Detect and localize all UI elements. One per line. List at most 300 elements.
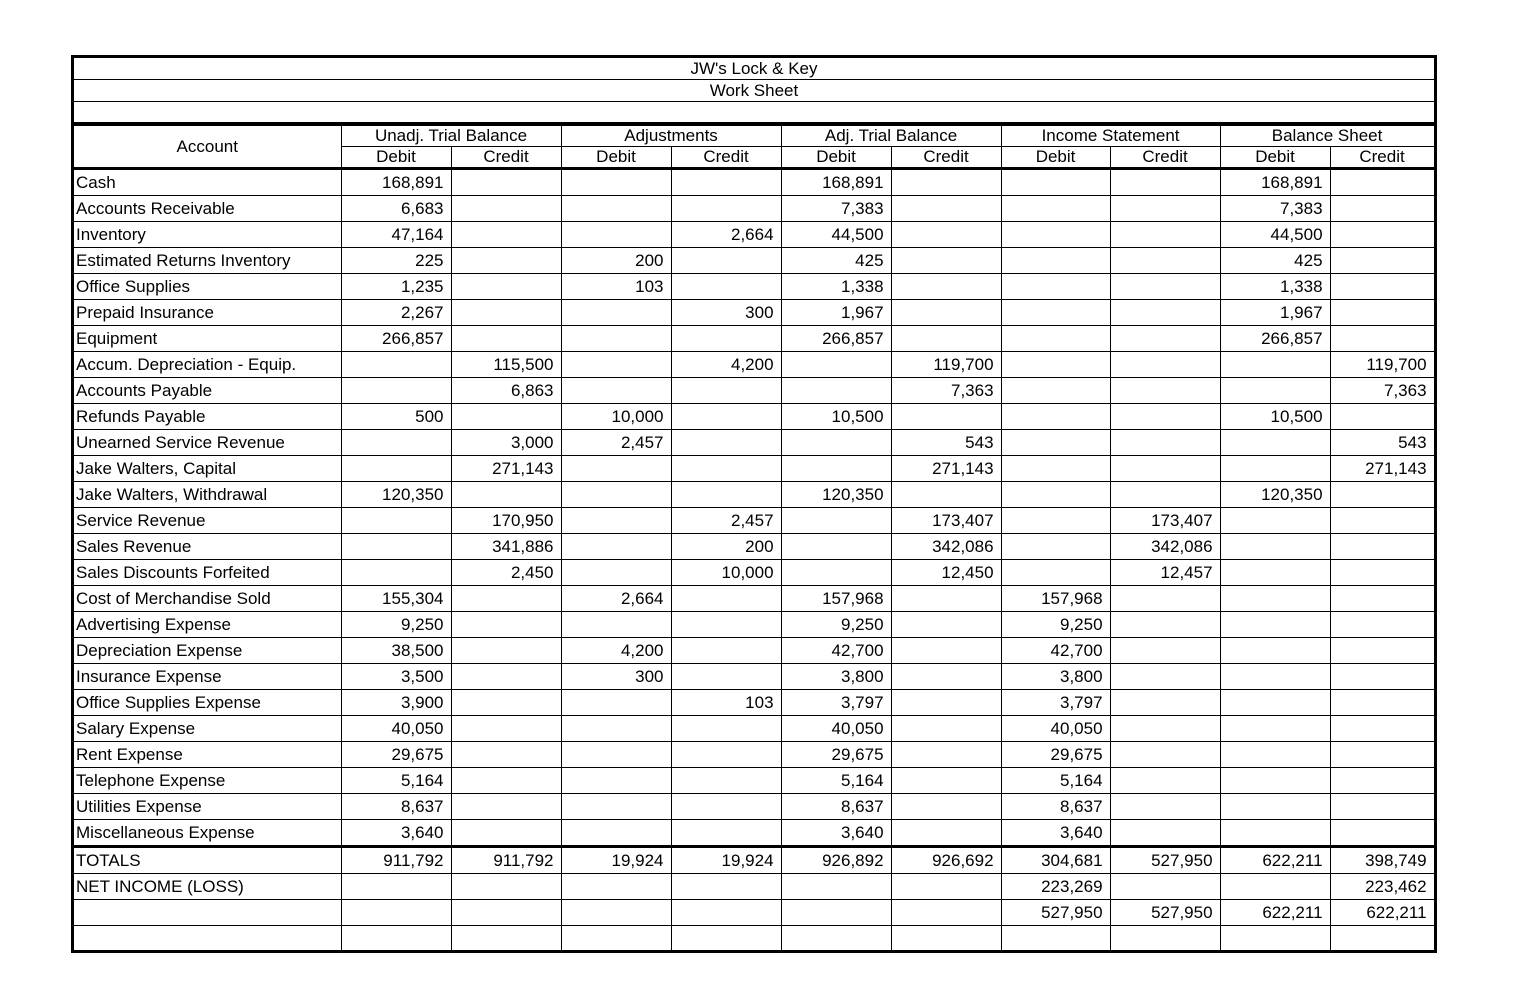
cell-adjtb-credit: 342,086 [891, 534, 1001, 560]
cell-bs-credit: 622,211 [1330, 900, 1434, 926]
cell-adj-debit [561, 612, 671, 638]
cell-adjtb-credit [891, 326, 1001, 352]
cell-unadj-debit [341, 378, 451, 404]
cell-adj-credit [671, 326, 781, 352]
cell-adj-credit [671, 586, 781, 612]
cell-adj-credit [671, 456, 781, 482]
cell-adjtb-debit: 1,338 [781, 274, 891, 300]
cell-adjtb-credit [891, 926, 1001, 952]
cell-adj-credit [671, 742, 781, 768]
cell-adj-credit [671, 378, 781, 404]
cell-adjtb-debit: 266,857 [781, 326, 891, 352]
cell-unadj-credit [451, 716, 561, 742]
cell-bs-credit [1330, 300, 1434, 326]
cell-adj-debit: 2,457 [561, 430, 671, 456]
cell-adjtb-debit: 29,675 [781, 742, 891, 768]
cell-adj-credit: 19,924 [671, 847, 781, 874]
cell-adjtb-debit: 5,164 [781, 768, 891, 794]
cell-is-debit: 3,797 [1001, 690, 1110, 716]
cell-adjtb-debit: 157,968 [781, 586, 891, 612]
cell-unadj-credit [451, 664, 561, 690]
account-name: Office Supplies [74, 274, 341, 300]
cell-adj-credit [671, 274, 781, 300]
cell-adjtb-credit [891, 248, 1001, 274]
cell-bs-credit [1330, 560, 1434, 586]
cell-bs-debit [1220, 690, 1330, 716]
cell-unadj-debit: 3,640 [341, 820, 451, 847]
cell-adj-debit [561, 169, 671, 196]
cell-unadj-debit: 2,267 [341, 300, 451, 326]
account-name: Jake Walters, Capital [74, 456, 341, 482]
cell-adj-debit: 103 [561, 274, 671, 300]
account-row [74, 430, 1434, 456]
cell-unadj-debit [341, 456, 451, 482]
cell-adjtb-debit [781, 430, 891, 456]
cell-unadj-debit [341, 874, 451, 900]
cell-bs-credit [1330, 926, 1434, 952]
cell-is-debit: 42,700 [1001, 638, 1110, 664]
cell-unadj-credit [451, 248, 561, 274]
cell-bs-credit [1330, 612, 1434, 638]
cell-is-debit: 527,950 [1001, 900, 1110, 926]
cell-unadj-credit [451, 742, 561, 768]
account-row [74, 378, 1434, 404]
cell-adj-credit [671, 404, 781, 430]
cell-unadj-debit: 168,891 [341, 169, 451, 196]
adjusted-trial-balance-debit-header: Debit [781, 147, 891, 169]
cell-unadj-credit [451, 638, 561, 664]
account-row [74, 664, 1434, 690]
cell-bs-credit [1330, 169, 1434, 196]
account-name: Estimated Returns Inventory [74, 248, 341, 274]
cell-unadj-credit: 2,450 [451, 560, 561, 586]
cell-is-credit [1110, 378, 1220, 404]
cell-bs-debit: 44,500 [1220, 222, 1330, 248]
cell-bs-credit [1330, 326, 1434, 352]
cell-adjtb-debit: 42,700 [781, 638, 891, 664]
cell-adjtb-debit: 120,350 [781, 482, 891, 508]
cell-adjtb-debit: 7,383 [781, 196, 891, 222]
cell-adjtb-debit: 168,891 [781, 169, 891, 196]
cell-is-credit [1110, 820, 1220, 847]
cell-adj-debit [561, 794, 671, 820]
cell-adjtb-credit: 12,450 [891, 560, 1001, 586]
cell-unadj-debit: 5,164 [341, 768, 451, 794]
account-name: Advertising Expense [74, 612, 341, 638]
income-statement-debit-header: Debit [1001, 147, 1110, 169]
cell-unadj-credit [451, 274, 561, 300]
cell-bs-credit [1330, 742, 1434, 768]
account-name: Accum. Depreciation - Equip. [74, 352, 341, 378]
income-statement-credit-header: Credit [1110, 147, 1220, 169]
cell-is-credit [1110, 430, 1220, 456]
cell-adjtb-debit: 3,800 [781, 664, 891, 690]
account-header: Account [74, 126, 341, 169]
cell-is-credit: 527,950 [1110, 847, 1220, 874]
cell-is-debit [1001, 352, 1110, 378]
cell-unadj-debit: 155,304 [341, 586, 451, 612]
cell-is-debit [1001, 326, 1110, 352]
account-name: Accounts Payable [74, 378, 341, 404]
cell-unadj-debit: 29,675 [341, 742, 451, 768]
cell-bs-debit [1220, 378, 1330, 404]
cell-is-credit [1110, 169, 1220, 196]
worksheet [71, 55, 1437, 953]
cell-adj-debit [561, 352, 671, 378]
cell-adjtb-debit: 3,797 [781, 690, 891, 716]
cell-adj-credit: 300 [671, 300, 781, 326]
cell-is-credit [1110, 768, 1220, 794]
cell-adjtb-credit [891, 196, 1001, 222]
cell-unadj-credit [451, 690, 561, 716]
cell-adj-debit [561, 874, 671, 900]
cell-is-debit: 304,681 [1001, 847, 1110, 874]
cell-unadj-debit: 9,250 [341, 612, 451, 638]
cell-is-credit [1110, 352, 1220, 378]
cell-bs-credit: 398,749 [1330, 847, 1434, 874]
cell-bs-credit [1330, 222, 1434, 248]
cell-adj-debit: 10,000 [561, 404, 671, 430]
cell-adj-credit: 2,457 [671, 508, 781, 534]
cell-unadj-credit [451, 300, 561, 326]
cell-adj-debit [561, 560, 671, 586]
totals-row [74, 847, 1434, 874]
group-balance-sheet: Balance Sheet [1220, 126, 1434, 147]
cell-adjtb-credit [891, 768, 1001, 794]
account-name: Depreciation Expense [74, 638, 341, 664]
cell-is-credit [1110, 874, 1220, 900]
worksheet-subtitle: Work Sheet [709, 81, 799, 100]
cell-bs-credit [1330, 794, 1434, 820]
group-unadjusted-trial-balance: Unadj. Trial Balance [341, 126, 561, 147]
cell-is-debit: 157,968 [1001, 586, 1110, 612]
cell-adj-credit [671, 612, 781, 638]
title-divider [74, 79, 1434, 80]
cell-adj-debit [561, 508, 671, 534]
cell-is-credit [1110, 664, 1220, 690]
final-totals-row [74, 900, 1434, 926]
cell-adjtb-debit [781, 378, 891, 404]
cell-bs-debit [1220, 638, 1330, 664]
cell-adjtb-debit: 10,500 [781, 404, 891, 430]
cell-unadj-debit: 3,900 [341, 690, 451, 716]
cell-adjtb-credit [891, 716, 1001, 742]
cell-adj-debit [561, 378, 671, 404]
account-name: Refunds Payable [74, 404, 341, 430]
account-name [74, 926, 341, 952]
cell-unadj-debit [341, 926, 451, 952]
cell-bs-credit [1330, 482, 1434, 508]
cell-adjtb-credit [891, 874, 1001, 900]
cell-adj-credit [671, 768, 781, 794]
cell-unadj-credit [451, 586, 561, 612]
cell-adjtb-credit: 7,363 [891, 378, 1001, 404]
cell-bs-debit [1220, 742, 1330, 768]
account-name: Accounts Receivable [74, 196, 341, 222]
cell-unadj-credit [451, 768, 561, 794]
cell-unadj-debit: 8,637 [341, 794, 451, 820]
account-row [74, 508, 1434, 534]
cell-is-debit [1001, 222, 1110, 248]
cell-adj-debit [561, 768, 671, 794]
cell-is-credit: 12,457 [1110, 560, 1220, 586]
cell-is-debit: 29,675 [1001, 742, 1110, 768]
cell-unadj-credit: 115,500 [451, 352, 561, 378]
cell-bs-credit [1330, 274, 1434, 300]
account-name: Inventory [74, 222, 341, 248]
cell-bs-debit [1220, 352, 1330, 378]
cell-adj-debit [561, 456, 671, 482]
cell-adjtb-credit [891, 482, 1001, 508]
account-row [74, 768, 1434, 794]
cell-adj-credit: 103 [671, 690, 781, 716]
cell-adjtb-credit [891, 169, 1001, 196]
cell-bs-debit: 1,967 [1220, 300, 1330, 326]
cell-bs-debit: 168,891 [1220, 169, 1330, 196]
cell-is-credit [1110, 248, 1220, 274]
account-row [74, 820, 1434, 847]
company-title: JW's Lock & Key [690, 59, 818, 78]
balance-sheet-credit-header: Credit [1330, 147, 1434, 169]
account-name: Sales Revenue [74, 534, 341, 560]
account-row [74, 404, 1434, 430]
cell-bs-debit: 7,383 [1220, 196, 1330, 222]
cell-unadj-credit [451, 874, 561, 900]
account-name: Sales Discounts Forfeited [74, 560, 341, 586]
cell-is-debit [1001, 378, 1110, 404]
cell-is-credit [1110, 326, 1220, 352]
cell-is-credit [1110, 404, 1220, 430]
cell-adjtb-debit: 9,250 [781, 612, 891, 638]
cell-is-credit: 342,086 [1110, 534, 1220, 560]
cell-bs-credit [1330, 508, 1434, 534]
cell-adjtb-debit [781, 560, 891, 586]
cell-is-debit [1001, 404, 1110, 430]
cell-is-credit [1110, 926, 1220, 952]
account-row [74, 560, 1434, 586]
cell-unadj-credit: 3,000 [451, 430, 561, 456]
cell-bs-debit [1220, 612, 1330, 638]
cell-adjtb-debit [781, 456, 891, 482]
cell-unadj-credit [451, 900, 561, 926]
account-name: Cost of Merchandise Sold [74, 586, 341, 612]
cell-adjtb-credit [891, 900, 1001, 926]
cell-adj-credit [671, 169, 781, 196]
cell-bs-credit [1330, 820, 1434, 847]
cell-bs-debit [1220, 534, 1330, 560]
cell-adj-credit [671, 638, 781, 664]
cell-adj-credit [671, 820, 781, 847]
cell-adjtb-debit [781, 534, 891, 560]
cell-unadj-credit [451, 169, 561, 196]
column-group-header [74, 126, 1434, 147]
cell-is-credit [1110, 638, 1220, 664]
cell-bs-credit: 223,462 [1330, 874, 1434, 900]
cell-adj-credit [671, 900, 781, 926]
group-adjustments: Adjustments [561, 126, 781, 147]
cell-is-credit: 527,950 [1110, 900, 1220, 926]
cell-bs-debit [1220, 768, 1330, 794]
subtitle-divider [74, 101, 1434, 102]
cell-adjtb-credit [891, 404, 1001, 430]
worksheet-table [74, 125, 1435, 951]
cell-is-debit [1001, 482, 1110, 508]
cell-is-credit [1110, 742, 1220, 768]
cell-adj-debit [561, 196, 671, 222]
cell-bs-credit [1330, 638, 1434, 664]
cell-adj-credit [671, 196, 781, 222]
cell-adjtb-credit [891, 300, 1001, 326]
cell-adjtb-credit [891, 274, 1001, 300]
account-name: Unearned Service Revenue [74, 430, 341, 456]
cell-adj-debit [561, 820, 671, 847]
adjustments-debit-header: Debit [561, 147, 671, 169]
cell-unadj-debit: 120,350 [341, 482, 451, 508]
cell-unadj-debit: 911,792 [341, 847, 451, 874]
cell-bs-debit [1220, 874, 1330, 900]
cell-bs-credit: 119,700 [1330, 352, 1434, 378]
cell-bs-debit [1220, 820, 1330, 847]
cell-bs-credit [1330, 534, 1434, 560]
cell-is-debit [1001, 534, 1110, 560]
cell-bs-credit: 7,363 [1330, 378, 1434, 404]
cell-unadj-debit [341, 560, 451, 586]
account-name: Miscellaneous Expense [74, 820, 341, 847]
cell-adjtb-credit [891, 664, 1001, 690]
cell-bs-debit: 10,500 [1220, 404, 1330, 430]
account-row [74, 716, 1434, 742]
account-row [74, 638, 1434, 664]
cell-unadj-credit [451, 404, 561, 430]
cell-bs-debit [1220, 456, 1330, 482]
cell-bs-credit [1330, 248, 1434, 274]
cell-adj-debit [561, 716, 671, 742]
cell-bs-credit [1330, 404, 1434, 430]
cell-is-credit [1110, 612, 1220, 638]
cell-adjtb-credit: 543 [891, 430, 1001, 456]
cell-unadj-debit: 47,164 [341, 222, 451, 248]
cell-is-debit [1001, 456, 1110, 482]
account-row [74, 456, 1434, 482]
cell-is-debit: 40,050 [1001, 716, 1110, 742]
account-name: Salary Expense [74, 716, 341, 742]
cell-is-credit [1110, 274, 1220, 300]
cell-unadj-credit: 170,950 [451, 508, 561, 534]
cell-adjtb-credit: 119,700 [891, 352, 1001, 378]
cell-adj-credit: 4,200 [671, 352, 781, 378]
cell-is-debit [1001, 926, 1110, 952]
cell-bs-debit: 266,857 [1220, 326, 1330, 352]
cell-is-credit [1110, 482, 1220, 508]
cell-adjtb-debit [781, 926, 891, 952]
cell-unadj-debit [341, 430, 451, 456]
cell-adjtb-debit: 40,050 [781, 716, 891, 742]
cell-adj-debit [561, 534, 671, 560]
account-row [74, 534, 1434, 560]
group-adjusted-trial-balance: Adj. Trial Balance [781, 126, 1001, 147]
cell-adj-debit: 300 [561, 664, 671, 690]
cell-is-credit [1110, 794, 1220, 820]
cell-bs-credit [1330, 716, 1434, 742]
account-name: Prepaid Insurance [74, 300, 341, 326]
cell-adj-credit [671, 794, 781, 820]
cell-adj-debit [561, 926, 671, 952]
cell-adjtb-credit [891, 794, 1001, 820]
cell-adjtb-debit: 425 [781, 248, 891, 274]
cell-adj-debit [561, 482, 671, 508]
cell-unadj-debit: 225 [341, 248, 451, 274]
cell-adj-credit [671, 664, 781, 690]
account-name: Rent Expense [74, 742, 341, 768]
unadjusted-trial-balance-debit-header: Debit [341, 147, 451, 169]
cell-adj-debit [561, 300, 671, 326]
cell-is-credit [1110, 586, 1220, 612]
account-row [74, 222, 1434, 248]
cell-unadj-debit: 3,500 [341, 664, 451, 690]
cell-bs-debit [1220, 560, 1330, 586]
account-row [74, 352, 1434, 378]
cell-adj-credit: 10,000 [671, 560, 781, 586]
blank-row [74, 926, 1434, 952]
cell-adj-debit [561, 222, 671, 248]
cell-bs-debit [1220, 430, 1330, 456]
cell-adjtb-debit: 1,967 [781, 300, 891, 326]
cell-unadj-credit [451, 482, 561, 508]
cell-is-debit [1001, 300, 1110, 326]
account-name: Office Supplies Expense [74, 690, 341, 716]
cell-is-credit [1110, 690, 1220, 716]
cell-adj-credit [671, 926, 781, 952]
cell-bs-credit: 271,143 [1330, 456, 1434, 482]
account-row [74, 742, 1434, 768]
cell-unadj-credit [451, 326, 561, 352]
account-name: Jake Walters, Withdrawal [74, 482, 341, 508]
cell-is-debit [1001, 169, 1110, 196]
account-row [74, 169, 1434, 196]
cell-adj-debit [561, 690, 671, 716]
cell-unadj-debit: 6,683 [341, 196, 451, 222]
cell-adjtb-credit [891, 820, 1001, 847]
cell-bs-credit [1330, 690, 1434, 716]
cell-adj-credit [671, 482, 781, 508]
cell-bs-credit [1330, 664, 1434, 690]
account-row [74, 196, 1434, 222]
account-row [74, 586, 1434, 612]
cell-unadj-credit [451, 196, 561, 222]
cell-adj-debit [561, 742, 671, 768]
cell-is-debit: 3,640 [1001, 820, 1110, 847]
cell-is-credit [1110, 456, 1220, 482]
cell-is-credit [1110, 716, 1220, 742]
account-row [74, 274, 1434, 300]
account-name: Insurance Expense [74, 664, 341, 690]
cell-bs-debit: 622,211 [1220, 900, 1330, 926]
cell-unadj-debit: 40,050 [341, 716, 451, 742]
cell-adjtb-debit: 8,637 [781, 794, 891, 820]
cell-unadj-credit: 341,886 [451, 534, 561, 560]
cell-bs-debit [1220, 586, 1330, 612]
cell-unadj-debit [341, 534, 451, 560]
cell-adjtb-credit [891, 638, 1001, 664]
cell-unadj-credit [451, 794, 561, 820]
cell-adjtb-credit [891, 690, 1001, 716]
cell-bs-debit [1220, 508, 1330, 534]
cell-adj-credit [671, 716, 781, 742]
account-name: Service Revenue [74, 508, 341, 534]
account-row [74, 794, 1434, 820]
cell-unadj-credit: 6,863 [451, 378, 561, 404]
cell-adjtb-credit [891, 612, 1001, 638]
